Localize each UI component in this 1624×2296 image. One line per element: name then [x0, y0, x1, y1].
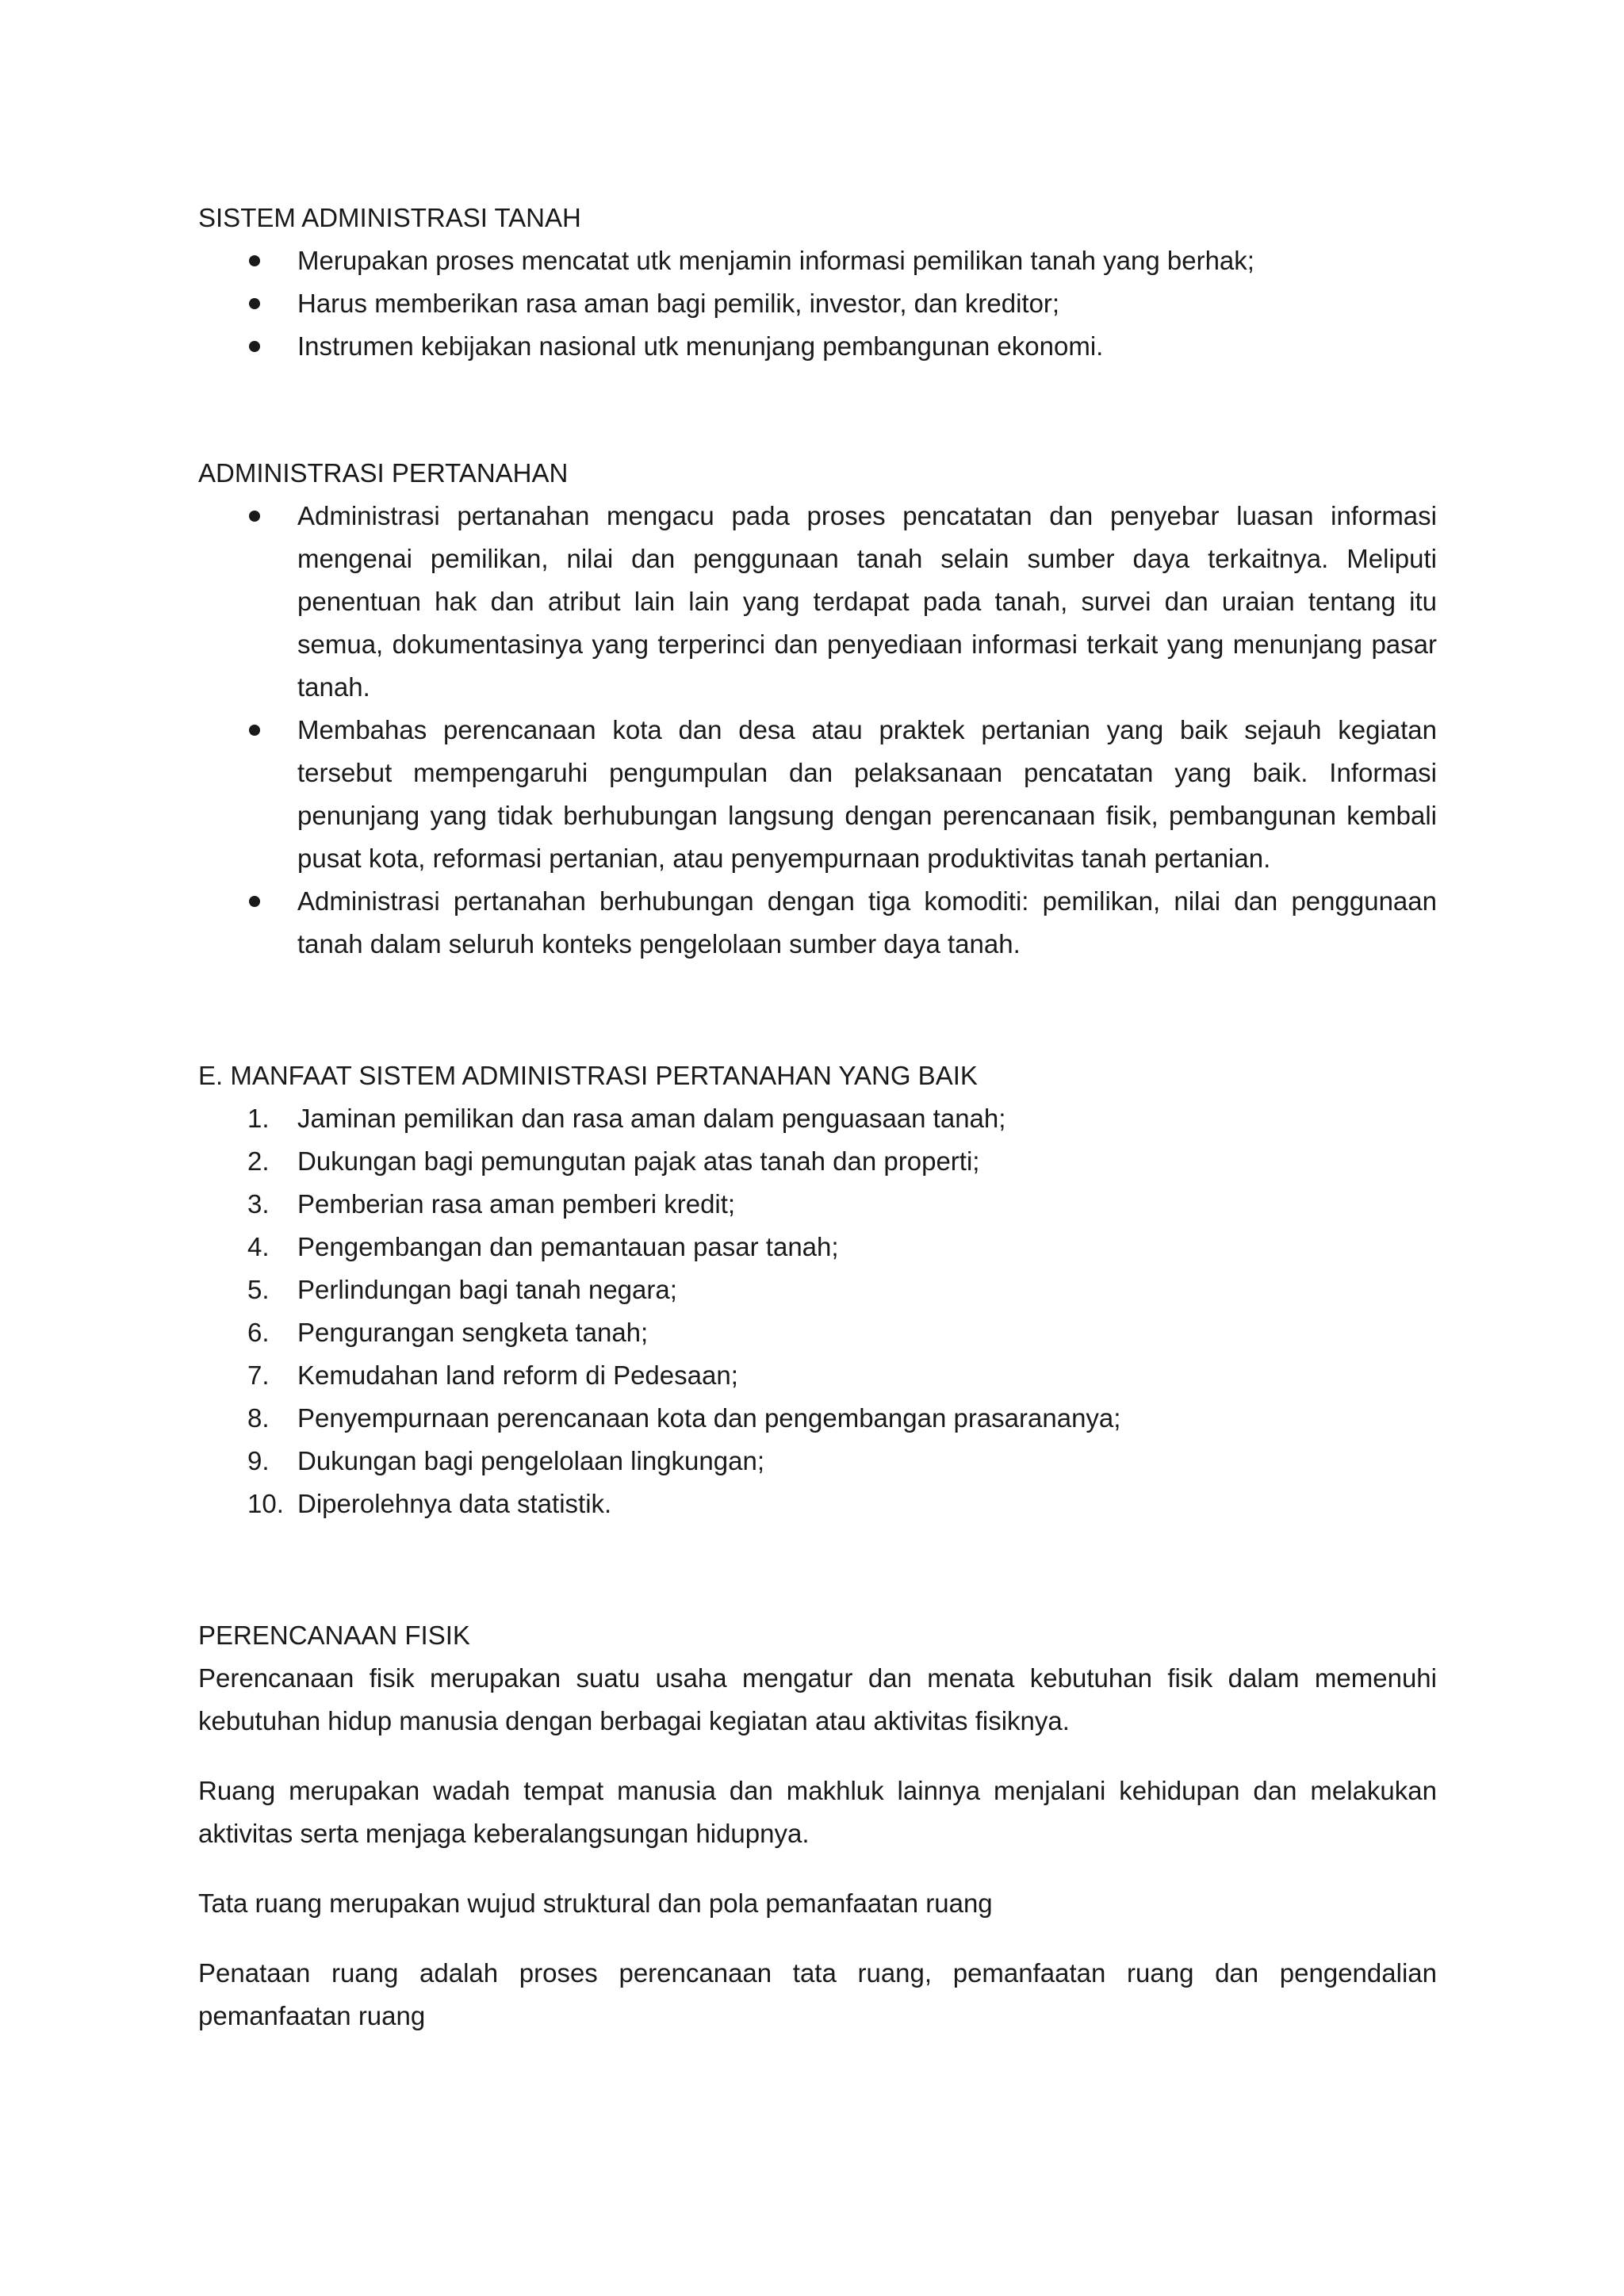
- section-title-administrasi-pertanahan: ADMINISTRASI PERTANAHAN: [198, 458, 569, 488]
- list-item-text: Membahas perencanaan kota dan desa atau praktek pertanian yang baik sejauh kegiatan tersebut mempengaruhi pengumpulan dan pelaksanaan pencatatan yang baik. Informasi penunjang yang tidak berhubungan langsung dengan perencanaan fisik, pembangunan kembali pusat kota, reformasi pertanian, atau penyempurnaan produktivitas tanah pertanian.: [297, 715, 1437, 873]
- list-item: [198, 495, 1437, 709]
- section-title-perencanaan-fisik: PERENCANAAN FISIK: [198, 1621, 470, 1650]
- list-number: 7.: [247, 1360, 270, 1390]
- section-title-sistem-administrasi-tanah: SISTEM ADMINISTRASI TANAH: [198, 203, 581, 232]
- list-item: [198, 1140, 1437, 1183]
- list-item-text: Pengurangan sengketa tanah;: [297, 1318, 649, 1347]
- list-number: 2.: [247, 1146, 270, 1176]
- document-page: [198, 197, 1437, 2038]
- list-number: 3.: [247, 1189, 270, 1219]
- list-item-text: Administrasi pertanahan mengacu pada proses pencatatan dan penyebar luasan informasi mengenai pemilikan, nilai dan penggunaan tanah selain sumber daya terkaitnya. Meliputi penentuan hak dan atribut lain lain yang terdapat pada tanah, survei dan uraian tentang itu semua, dokumentasinya yang terperinci dan penyediaan informasi terkait yang menunjang pasar tanah.: [297, 501, 1437, 702]
- list-item-text: Harus memberikan rasa aman bagi pemilik, investor, dan kreditor;: [297, 289, 1060, 318]
- list-number: 8.: [247, 1403, 270, 1433]
- list-number: 1.: [247, 1104, 270, 1133]
- list-item: [198, 709, 1437, 880]
- paragraph: Tata ruang merupakan wujud struktural dan pola pemanfaatan ruang: [198, 1888, 993, 1918]
- spacer: [198, 1925, 1437, 1952]
- bullet-icon: [249, 341, 260, 352]
- list-item: [198, 880, 1437, 966]
- list-item-text: Pemberian rasa aman pemberi kredit;: [297, 1189, 736, 1219]
- paragraph: Penataan ruang adalah proses perencanaan tata ruang, pemanfaatan ruang dan pengendalian pemanfaatan ruang: [198, 1958, 1437, 2030]
- bullet-icon: [249, 896, 260, 907]
- list-item-text: Diperolehnya data statistik.: [297, 1489, 612, 1518]
- list-number: 10.: [247, 1489, 284, 1518]
- list-item: [198, 1354, 1437, 1397]
- list-item: [198, 282, 1437, 325]
- list-item-text: Jaminan pemilikan dan rasa aman dalam penguasaan tanah;: [297, 1104, 1006, 1133]
- spacer: [198, 368, 1437, 452]
- list-item: [198, 1097, 1437, 1140]
- list-item: [198, 1183, 1437, 1226]
- spacer: [198, 1525, 1437, 1614]
- list-item: [198, 325, 1437, 368]
- numbered-list-manfaat: [198, 1097, 1437, 1525]
- list-item: [198, 1226, 1437, 1269]
- bullet-icon: [249, 725, 260, 736]
- list-item-text: Merupakan proses mencatat utk menjamin informasi pemilikan tanah yang berhak;: [297, 246, 1254, 275]
- list-item: [198, 239, 1437, 282]
- list-item: [198, 1311, 1437, 1354]
- list-number: 5.: [247, 1275, 270, 1304]
- list-item: [198, 1269, 1437, 1311]
- list-number: 6.: [247, 1318, 270, 1347]
- list-item-text: Administrasi pertanahan berhubungan dengan tiga komoditi: pemilikan, nilai dan penggunaan tanah dalam seluruh konteks pengelolaan sumber daya tanah.: [297, 886, 1437, 959]
- list-item-text: Instrumen kebijakan nasional utk menunjang pembangunan ekonomi.: [297, 331, 1104, 361]
- bullet-icon: [249, 298, 260, 309]
- bullet-icon: [249, 255, 260, 266]
- section-title-manfaat-sistem: E. MANFAAT SISTEM ADMINISTRASI PERTANAHAN YANG BAIK: [198, 1061, 978, 1090]
- spacer: [198, 1743, 1437, 1770]
- list-item-text: Dukungan bagi pemungutan pajak atas tanah dan properti;: [297, 1146, 980, 1176]
- list-item-text: Penyempurnaan perencanaan kota dan pengembangan prasarananya;: [297, 1403, 1121, 1433]
- bullet-list-sistem-administrasi: [198, 239, 1437, 368]
- spacer: [198, 1855, 1437, 1882]
- list-item: [198, 1397, 1437, 1440]
- paragraph: Ruang merupakan wadah tempat manusia dan makhluk lainnya menjalani kehidupan dan melakukan aktivitas serta menjaga keberalangsungan hidupnya.: [198, 1776, 1437, 1848]
- list-number: 4.: [247, 1232, 270, 1261]
- list-item-text: Kemudahan land reform di Pedesaan;: [297, 1360, 738, 1390]
- bullet-icon: [249, 511, 260, 522]
- bullet-list-administrasi-pertanahan: [198, 495, 1437, 966]
- list-item-text: Perlindungan bagi tanah negara;: [297, 1275, 677, 1304]
- list-item-text: Dukungan bagi pengelolaan lingkungan;: [297, 1446, 764, 1475]
- list-number: 9.: [247, 1446, 270, 1475]
- spacer: [198, 966, 1437, 1054]
- list-item: [198, 1440, 1437, 1483]
- paragraph: Perencanaan fisik merupakan suatu usaha mengatur dan menata kebutuhan fisik dalam memenuhi kebutuhan hidup manusia dengan berbagai kegiatan atau aktivitas fisiknya.: [198, 1663, 1437, 1735]
- list-item: [198, 1483, 1437, 1525]
- list-item-text: Pengembangan dan pemantauan pasar tanah;: [297, 1232, 839, 1261]
